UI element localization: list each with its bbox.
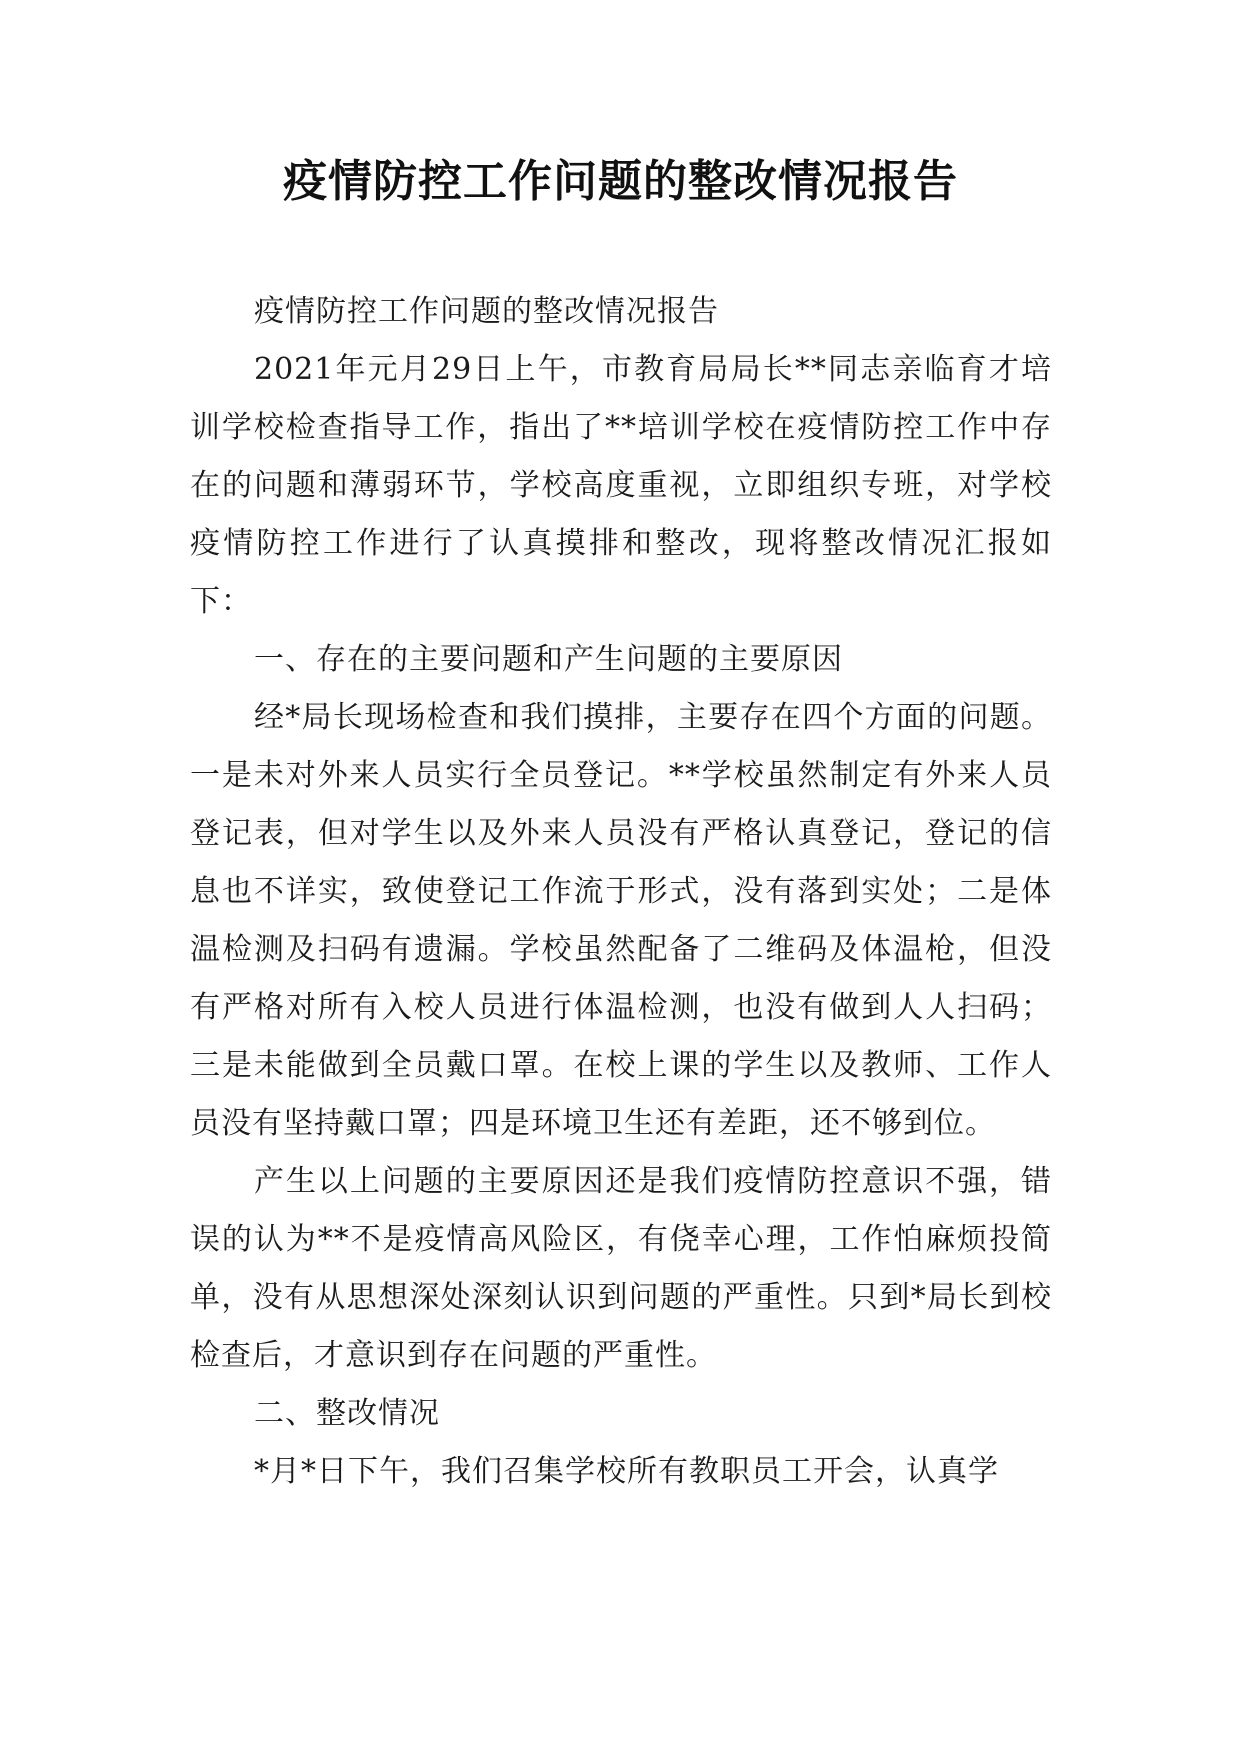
paragraph-rectification: *月*日下午，我们召集学校所有教职员工开会，认真学: [254, 1454, 999, 1489]
paragraph-heading-repeat: 疫情防控工作问题的整改情况报告: [254, 294, 719, 329]
paragraph-causes: 产生以上问题的主要原因还是我们疫情防控意识不强，错误的认为**不是疫情高风险区，有侥幸心理，工作怕麻烦投简单，没有从思想深处深刻认识到问题的严重性。只到*局长到校检查后，才意识到存在问题的严重性。: [190, 1164, 1052, 1373]
section-heading-problems: 一、存在的主要问题和产生问题的主要原因: [254, 642, 843, 677]
paragraph-intro: 2021年元月29日上午，市教育局局长**同志亲临育才培训学校检查指导工作，指出了**培训学校在疫情防控工作中存在的问题和薄弱环节，学校高度重视，立即组织专班，对学校疫情防控工作进行了认真摸排和整改，现将整改情况汇报如下：: [190, 352, 1052, 619]
section-heading-rectification: 二、整改情况: [254, 1396, 440, 1431]
document-body: [190, 283, 1052, 1501]
paragraph-problems: 经*局长现场检查和我们摸排，主要存在四个方面的问题。一是未对外来人员实行全员登记。**学校虽然制定有外来人员登记表，但对学生以及外来人员没有严格认真登记，登记的信息也不详实，致使登记工作流于形式，没有落到实处；二是体温检测及扫码有遗漏。学校虽然配备了二维码及体温枪，但没有严格对所有入校人员进行体温检测，也没有做到人人扫码；三是未能做到全员戴口罩。在校上课的学生以及教师、工作人员没有坚持戴口罩；四是环境卫生还有差距，还不够到位。: [190, 700, 1052, 1141]
document-title: 疫情防控工作问题的整改情况报告: [283, 156, 958, 207]
